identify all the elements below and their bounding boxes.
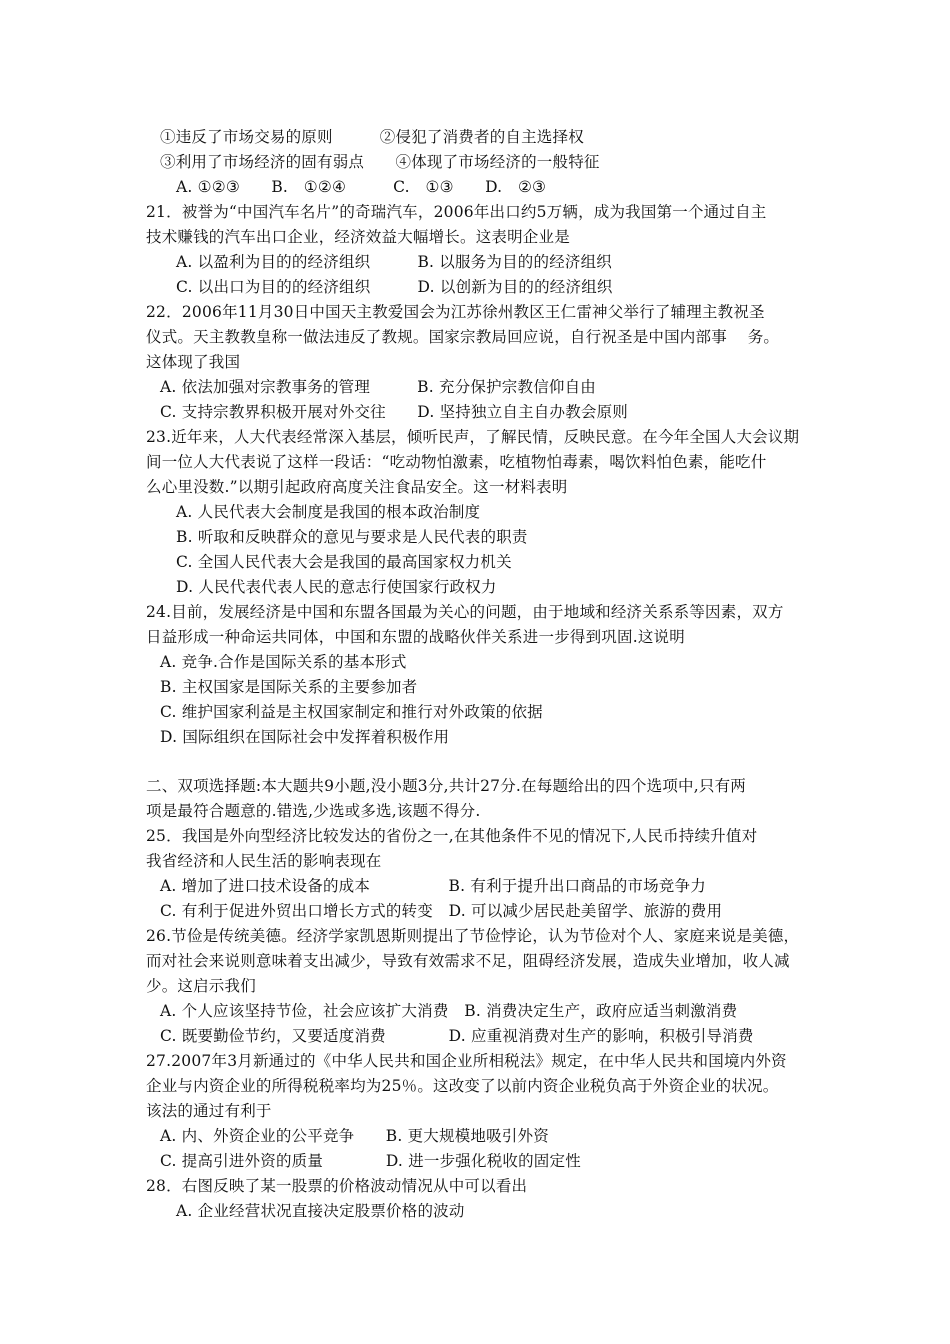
question-22-stem-line3: 这体现了我国	[146, 353, 241, 371]
question-24-option-c: C. 维护国家利益是主权国家制定和推行对外政策的依据	[160, 703, 543, 721]
section-2-heading-line2: 项是最符合题意的.错选,少选或多选,该题不得分.	[146, 802, 481, 820]
question-23-option-c: C. 全国人民代表大会是我国的最高国家权力机关	[176, 553, 512, 571]
question-21-options-ab: A. 以盈利为目的的经济组织 B. 以服务为目的的经济组织	[176, 253, 612, 271]
question-23-stem-line1: 23.近年来，人大代表经常深入基层，倾听民声，了解民情，反映民意。在今年全国人大会议期	[146, 428, 800, 446]
question-22-options-cd: C. 支持宗教界积极开展对外交往 D. 坚持独立自主自办教会原则	[160, 403, 628, 421]
question-21-stem-line2: 技术赚钱的汽车出口企业，经济效益大幅增长。这表明企业是	[146, 228, 570, 246]
question-27-stem-line1: 27.2007年3月新通过的《中华人民共和国企业所相税法》规定，在中华人民共和国境内外资	[146, 1052, 787, 1070]
question-21-options-cd: C. 以出口为目的的经济组织 D. 以创新为目的的经济组织	[176, 278, 613, 296]
item-20-statements-line1: ①违反了市场交易的原则 ②侵犯了消费者的自主选择权	[160, 128, 584, 146]
question-23-stem-line3: 么心里没数.”以期引起政府高度关注食品安全。这一材料表明	[146, 478, 568, 496]
question-26-stem-line3: 少。这启示我们	[146, 977, 256, 995]
item-20-statements-line2: ③利用了市场经济的固有弱点 ④体现了市场经济的一般特征	[160, 153, 600, 171]
question-23-stem-line2: 间一位人大代表说了这样一段话：“吃动物怕激素，吃植物怕毒素，喝饮料怕色素，能吃什	[146, 453, 767, 471]
question-23-option-a: A. 人民代表大会制度是我国的根本政治制度	[176, 503, 481, 521]
section-2-heading-line1: 二、双项选择题:本大题共9小题,没小题3分,共计27分.在每题给出的四个选项中,只有两	[146, 777, 746, 795]
question-25-options-ab: A. 增加了进口技术设备的成本 B. 有利于提升出口商品的市场竞争力	[160, 877, 706, 895]
question-27-options-cd: C. 提高引进外资的质量 D. 进一步强化税收的固定性	[160, 1152, 581, 1170]
question-24-stem-line2: 日益形成一种命运共同体，中国和东盟的战略伙伴关系进一步得到巩固.这说明	[146, 628, 685, 646]
item-20-choices: A. ①②③ B. ①②④ C. ①③ D. ②③	[176, 178, 547, 196]
question-22-options-ab: A. 依法加强对宗教事务的管理 B. 充分保护宗教信仰自由	[160, 378, 596, 396]
question-24-option-b: B. 主权国家是国际关系的主要参加者	[160, 678, 418, 696]
question-26-stem-line2: 而对社会来说则意味着支出减少，导致有效需求不足，阻碍经济发展，造成失业增加，收人减	[146, 952, 790, 970]
question-26-options-cd: C. 既要勤俭节约，又要适度消费 D. 应重视消费对生产的影响，积极引导消费	[160, 1027, 754, 1045]
question-26-stem-line1: 26.节俭是传统美德。经济学家凯恩斯则提出了节俭悖论，认为节俭对个人、家庭来说是美德，	[146, 927, 800, 945]
question-25-stem-line2: 我省经济和人民生活的影响表现在	[146, 852, 382, 870]
question-25-options-cd: C. 有利于促进外贸出口增长方式的转变 D. 可以减少居民赴美留学、旅游的费用	[160, 902, 723, 920]
question-24-stem-line1: 24.目前，发展经济是中国和东盟各国最为关心的问题，由于地域和经济关系系等因素，双方	[146, 603, 784, 621]
question-23-option-b: B. 听取和反映群众的意见与要求是人民代表的职责	[176, 528, 528, 546]
question-22-stem-line1: 22．2006年11月30日中国天主教爱国会为江苏徐州教区王仁雷神父举行了辅理主教祝圣	[146, 303, 765, 321]
question-27-options-ab: A. 内、外资企业的公平竞争 B. 更大规模地吸引外资	[160, 1127, 549, 1145]
question-21-stem-line1: 21．被誉为“中国汽车名片”的奇瑞汽车，2006年出口约5万辆，成为我国第一个通过自主	[146, 203, 767, 221]
question-22-stem-line2: 仪式。天主教教皇称一做法违反了教规。国家宗教局回应说，自行祝圣是中国内部事 务。	[146, 328, 780, 346]
question-24-option-d: D. 国际组织在国际社会中发挥着积极作用	[160, 728, 450, 746]
question-27-stem-line2: 企业与内资企业的所得税税率均为25％。这改变了以前内资企业税负高于外资企业的状况。	[146, 1077, 779, 1095]
question-28-option-a: A. 企业经营状况直接决定股票价格的波动	[176, 1202, 465, 1220]
question-23-option-d: D. 人民代表代表人民的意志行使国家行政权力	[176, 578, 497, 596]
question-24-option-a: A. 竞争.合作是国际关系的基本形式	[160, 653, 407, 671]
question-28-stem: 28．右图反映了某一股票的价格波动情况从中可以看出	[146, 1177, 528, 1195]
question-26-options-ab: A. 个人应该坚持节俭，社会应该扩大消费 B. 消费决定生产，政府应适当刺激消费	[160, 1002, 738, 1020]
question-25-stem-line1: 25．我国是外向型经济比较发达的省份之一,在其他条件不见的情况下,人民币持续升值对	[146, 827, 758, 845]
question-27-stem-line3: 该法的通过有利于	[146, 1102, 272, 1120]
